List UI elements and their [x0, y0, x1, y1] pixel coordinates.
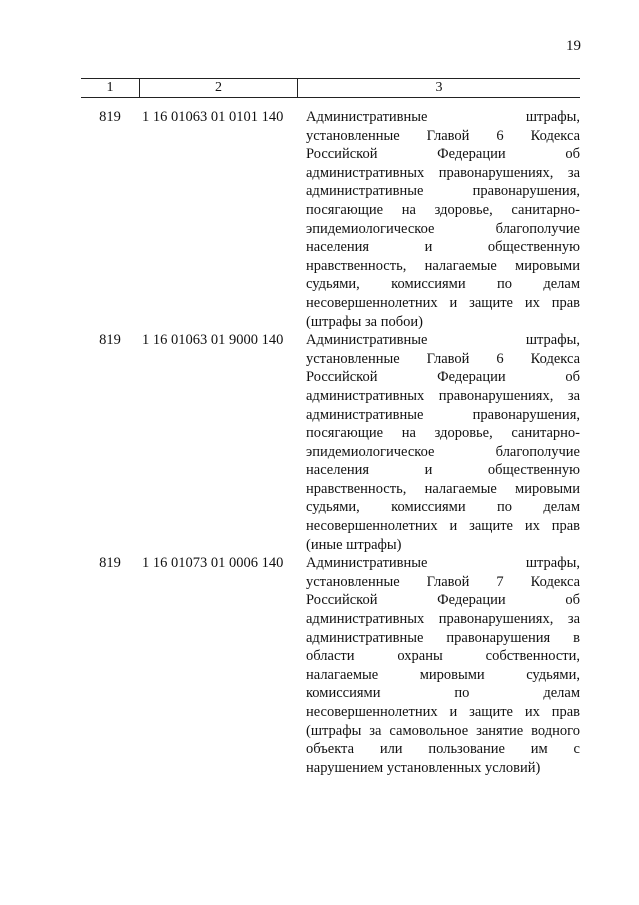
table-header: [81, 78, 580, 98]
description-line: несовершеннолетних и защите их прав: [306, 518, 580, 535]
description-line: нарушением установленных условий): [306, 759, 541, 776]
header-col-1: 1: [81, 79, 140, 97]
kbk-code-cell: 1 16 01073 01 0006 140: [142, 555, 284, 572]
table-body: [81, 108, 580, 777]
table-row: [81, 331, 580, 554]
description-line: Российской Федерации об: [306, 592, 580, 609]
description-cell: [306, 331, 580, 554]
description-line: эпидемиологическое благополучие: [306, 220, 580, 237]
description-cell: [306, 554, 580, 777]
description-line: несовершеннолетних и защите их прав: [306, 704, 580, 720]
header-col-2: 2: [140, 79, 298, 97]
kbk-code-cell: 1 16 01063 01 0101 140: [142, 109, 284, 125]
description-line: Административные штрафы,: [306, 555, 580, 572]
description-line: Административные штрафы,: [306, 332, 580, 349]
description-line: административные правонарушения,: [306, 406, 580, 423]
description-line: области охраны собственности,: [306, 648, 580, 665]
description-line: (иные штрафы): [306, 536, 402, 553]
description-line: судьями, комиссиями по делам: [306, 276, 580, 293]
description-line: административные правонарушения,: [306, 183, 580, 200]
description-line: установленные Главой 6 Кодекса: [306, 350, 580, 367]
description-line: (штрафы за побои): [306, 313, 423, 330]
table-row: [81, 554, 580, 777]
header-col-3: 3: [435, 80, 443, 95]
description-line: посягающие на здоровье, санитарно-: [306, 425, 580, 442]
description-line: объекта или пользование им с: [306, 741, 580, 758]
description-line: установленные Главой 6 Кодекса: [306, 127, 580, 144]
description-line: Российской Федерации об: [306, 369, 580, 386]
description-cell: [306, 108, 580, 331]
admin-code-cell: 819: [99, 332, 121, 349]
description-line: комиссиями по делам: [306, 685, 580, 702]
admin-code-cell: 819: [99, 555, 121, 572]
description-line: посягающие на здоровье, санитарно-: [306, 201, 580, 218]
description-line: административные правонарушения в: [306, 629, 580, 646]
description-line: административных правонарушениях, за: [306, 387, 580, 404]
description-line: Административные штрафы,: [306, 109, 580, 125]
description-line: Российской Федерации об: [306, 146, 580, 163]
description-line: населения и общественную: [306, 239, 580, 256]
description-line: налагаемые мировыми судьями,: [306, 666, 580, 683]
description-line: административных правонарушениях, за: [306, 611, 580, 628]
description-line: эпидемиологическое благополучие: [306, 443, 580, 460]
description-line: установленные Главой 7 Кодекса: [306, 573, 580, 590]
table-row: [81, 108, 580, 331]
page-number: 19: [566, 38, 581, 54]
description-line: (штрафы за самовольное занятие водного: [306, 722, 580, 739]
description-line: административных правонарушениях, за: [306, 164, 580, 181]
description-line: нравственность, налагаемые мировыми: [306, 257, 580, 274]
kbk-code-cell: 1 16 01063 01 9000 140: [142, 332, 284, 349]
admin-code-cell: 819: [99, 109, 121, 125]
description-line: нравственность, налагаемые мировыми: [306, 480, 580, 497]
description-line: несовершеннолетних и защите их прав: [306, 294, 580, 311]
description-line: судьями, комиссиями по делам: [306, 499, 580, 516]
description-line: населения и общественную: [306, 462, 580, 479]
